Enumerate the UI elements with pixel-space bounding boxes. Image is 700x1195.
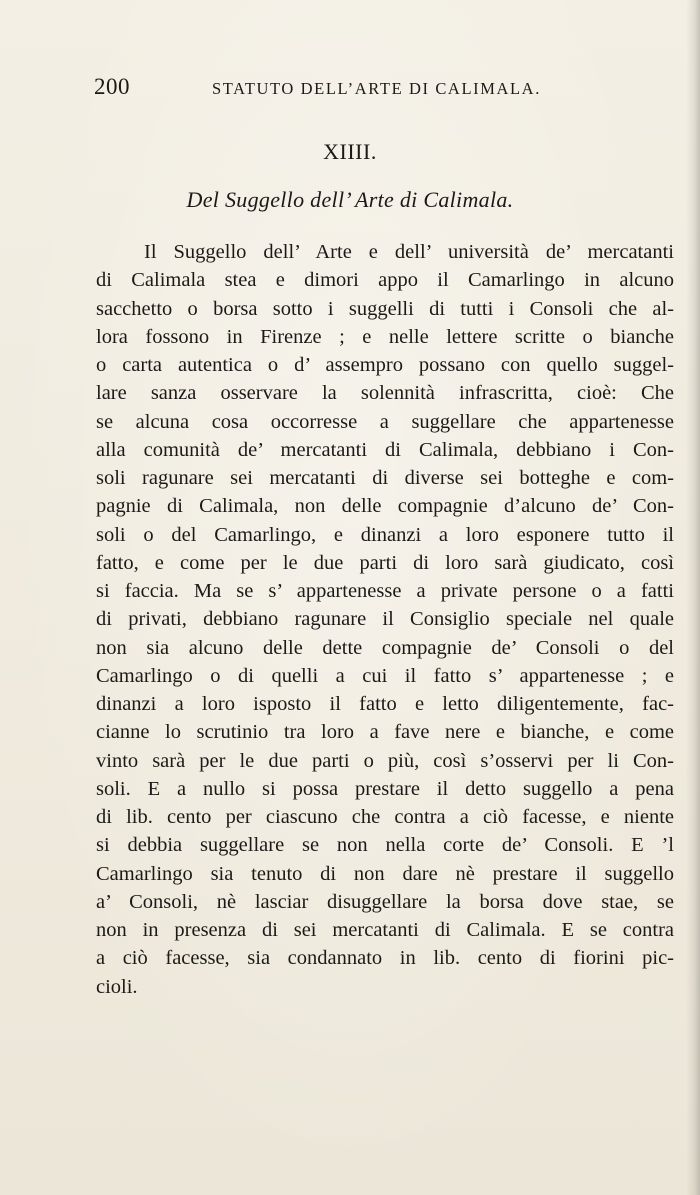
text-line: di Calimala stea e dimori appo il Camarlingo in alcuno bbox=[96, 269, 674, 292]
text-line: Camarlingo sia tenuto di non dare nè prestare il suggello bbox=[96, 862, 674, 885]
body-text bbox=[96, 238, 674, 1001]
text-line: a ciò facesse, sia condannato in lib. cento di fiorini pic- bbox=[96, 947, 674, 970]
running-head bbox=[94, 74, 594, 104]
text-line: soli. E a nullo si possa prestare il detto suggello a pena bbox=[96, 777, 674, 800]
text-line: pagnie di Calimala, non delle compagnie d’alcuno de’ Con- bbox=[96, 495, 674, 518]
text-line: non sia alcuno delle dette compagnie de’ Consoli o del bbox=[96, 636, 674, 659]
text-line: lora fossono in Firenze ; e nelle lettere scritte o bianche bbox=[96, 325, 674, 348]
text-line: di lib. cento per ciascuno che contra a ciò facesse, e niente bbox=[96, 806, 674, 828]
text-line: cioli. bbox=[96, 975, 138, 998]
page-edge-shadow bbox=[686, 0, 700, 1195]
page-number: 200 bbox=[94, 74, 130, 99]
text-line: cianne lo scrutinio tra loro a fave nere e bianche, e come bbox=[96, 721, 674, 744]
text-line: si faccia. Ma se s’ appartenesse a private persone o a fatti bbox=[96, 580, 674, 602]
text-line: vinto sarà per le due parti o più, così s’osservi per li Con- bbox=[96, 749, 674, 772]
text-line: alla comunità de’ mercatanti di Calimala, debbiano i Con- bbox=[96, 438, 674, 461]
text-line: o carta autentica o d’ assempro possano con quello suggel- bbox=[96, 354, 674, 376]
text-line: fatto, e come per le due parti di loro sarà giudicato, così bbox=[96, 551, 674, 574]
text-line: Camarlingo o di quelli a cui il fatto s’ appartenesse ; e bbox=[96, 664, 674, 687]
running-title: STATUTO DELL’ARTE DI CALIMALA. bbox=[212, 79, 541, 98]
text-line: se alcuna cosa occorresse a suggellare che appartenesse bbox=[96, 410, 674, 433]
text-line: di privati, debbiano ragunare il Consiglio speciale nel quale bbox=[96, 608, 674, 631]
text-line: si debbia suggellare se non nella corte de’ Consoli. E ’l bbox=[96, 834, 674, 857]
text-line: lare sanza osservare la solennità infrascritta, cioè: Che bbox=[96, 382, 674, 405]
text-line: sacchetto o borsa sotto i suggelli di tutti i Consoli che al- bbox=[96, 297, 674, 320]
text-line: soli ragunare sei mercatanti di diverse sei botteghe e com- bbox=[96, 467, 674, 489]
text-line: non in presenza di sei mercatanti di Calimala. E se contra bbox=[96, 919, 674, 941]
text-line: a’ Consoli, nè lasciar disuggellare la borsa dove stae, se bbox=[96, 890, 674, 913]
text-line: dinanzi a loro isposto il fatto e letto diligentemente, fac- bbox=[96, 693, 674, 715]
text-line: soli o del Camarlingo, e dinanzi a loro esponere tutto il bbox=[96, 523, 674, 546]
chapter-number: XIIII. bbox=[323, 139, 377, 164]
chapter-title: Del Suggello dell’ Arte di Calimala. bbox=[186, 187, 514, 212]
text-line: Il Suggello dell’ Arte e dell’ università de’ mercatanti bbox=[144, 241, 674, 263]
